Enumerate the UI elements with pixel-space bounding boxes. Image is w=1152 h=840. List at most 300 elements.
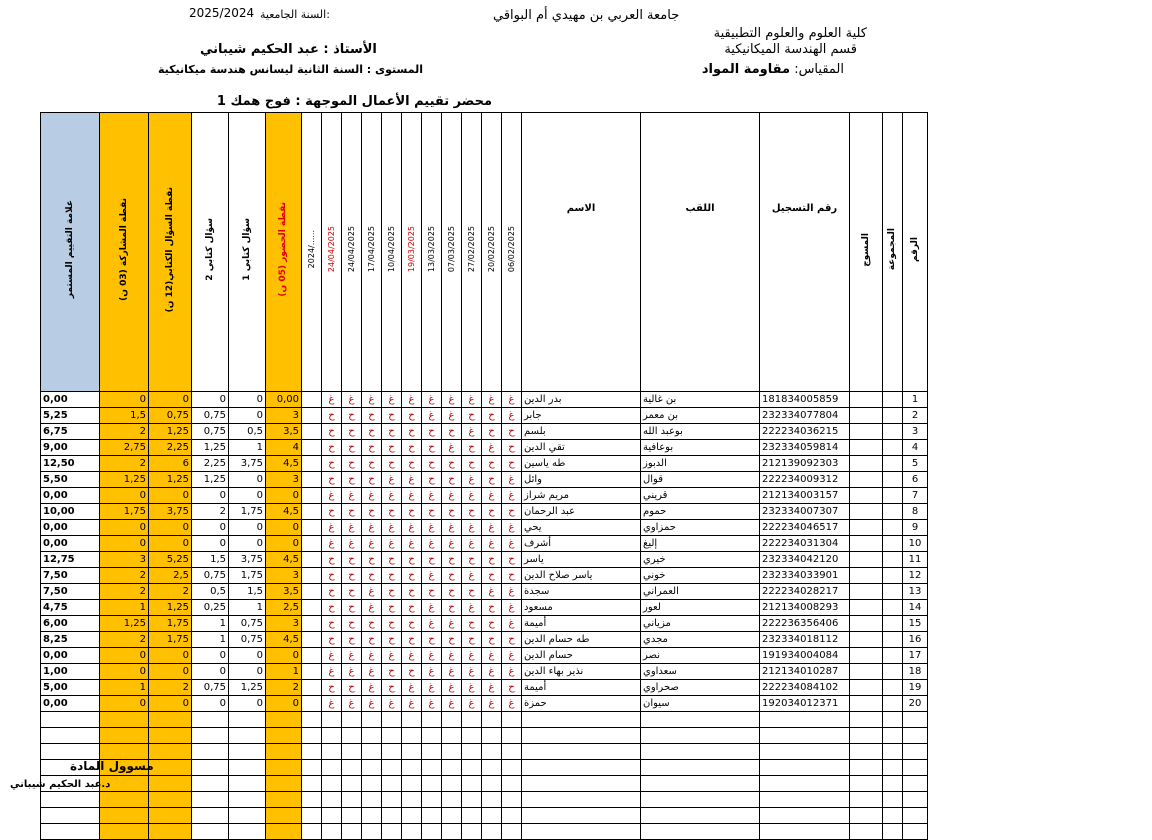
empty-cell bbox=[362, 776, 382, 792]
attendance-mark-cell: غ bbox=[402, 488, 422, 504]
empty-cell bbox=[522, 728, 641, 744]
surname-cell: حموم bbox=[641, 504, 760, 520]
attendance-mark-cell: غ bbox=[382, 520, 402, 536]
final-grade-cell: 7,50 bbox=[41, 568, 100, 584]
attendance-mark-cell: ح bbox=[442, 472, 462, 488]
empty-cell bbox=[266, 792, 302, 808]
empty-cell bbox=[402, 808, 422, 824]
attendance-mark-cell: غ bbox=[322, 648, 342, 664]
attendance-mark-cell: غ bbox=[462, 392, 482, 408]
empty-cell bbox=[422, 824, 442, 840]
attendance-mark-cell: ح bbox=[462, 632, 482, 648]
attendance-mark-cell: ح bbox=[462, 616, 482, 632]
empty-cell bbox=[760, 824, 850, 840]
attendance-mark-cell: غ bbox=[482, 392, 502, 408]
empty-cell bbox=[482, 744, 502, 760]
empty-cell bbox=[382, 744, 402, 760]
empty-cell bbox=[100, 808, 149, 824]
surname-cell: قوال bbox=[641, 472, 760, 488]
empty-cell bbox=[402, 744, 422, 760]
attendance-mark-cell: غ bbox=[482, 520, 502, 536]
date-cell-empty bbox=[302, 472, 322, 488]
attendance-grade-cell: 4,5 bbox=[266, 632, 302, 648]
participation-cell: 0 bbox=[100, 488, 149, 504]
empty-cell bbox=[266, 824, 302, 840]
attendance-mark-cell: ح bbox=[502, 552, 522, 568]
reg-cell: 222234028217 bbox=[760, 584, 850, 600]
attendance-mark-cell: ح bbox=[442, 424, 462, 440]
written-total-cell: 3,75 bbox=[149, 504, 192, 520]
q1-cell: 0 bbox=[229, 536, 266, 552]
group-cell bbox=[883, 520, 903, 536]
written-total-cell: 0 bbox=[149, 520, 192, 536]
empty-cell bbox=[362, 824, 382, 840]
empty-cell bbox=[422, 728, 442, 744]
q1-cell: 1,5 bbox=[229, 584, 266, 600]
attendance-mark-cell: غ bbox=[502, 600, 522, 616]
participation-cell: 1 bbox=[100, 600, 149, 616]
empty-cell bbox=[362, 760, 382, 776]
attendance-mark-cell: غ bbox=[502, 488, 522, 504]
empty-row bbox=[41, 728, 928, 744]
final-grade-cell: 12,50 bbox=[41, 456, 100, 472]
index-cell: 18 bbox=[903, 664, 928, 680]
attendance-mark-cell: غ bbox=[502, 392, 522, 408]
empty-cell bbox=[502, 728, 522, 744]
attendance-mark-cell: ح bbox=[402, 568, 422, 584]
col-date: 17/04/2025 bbox=[362, 113, 382, 392]
empty-cell bbox=[442, 792, 462, 808]
index-cell: 5 bbox=[903, 456, 928, 472]
attendance-mark-cell: ح bbox=[382, 408, 402, 424]
q2-cell: 0,75 bbox=[192, 408, 229, 424]
q2-cell: 0 bbox=[192, 520, 229, 536]
empty-cell bbox=[362, 728, 382, 744]
group-cell bbox=[883, 648, 903, 664]
group-cell bbox=[883, 584, 903, 600]
attendance-mark-cell: ح bbox=[422, 584, 442, 600]
final-grade-cell: 0,00 bbox=[41, 488, 100, 504]
participation-cell: 1,5 bbox=[100, 408, 149, 424]
empty-cell bbox=[502, 712, 522, 728]
empty-cell bbox=[903, 728, 928, 744]
q1-cell: 3,75 bbox=[229, 456, 266, 472]
attendance-mark-cell: ح bbox=[402, 440, 422, 456]
attendance-mark-cell: ح bbox=[322, 568, 342, 584]
group-cell bbox=[883, 424, 903, 440]
empty-cell bbox=[41, 808, 100, 824]
final-grade-cell: 0,00 bbox=[41, 392, 100, 408]
empty-cell bbox=[402, 776, 422, 792]
empty-row bbox=[41, 808, 928, 824]
empty-cell bbox=[362, 744, 382, 760]
attendance-mark-cell: ح bbox=[322, 472, 342, 488]
attendance-mark-cell: غ bbox=[422, 600, 442, 616]
written-total-cell: 1,25 bbox=[149, 472, 192, 488]
attendance-mark-cell: غ bbox=[402, 392, 422, 408]
empty-cell bbox=[100, 728, 149, 744]
empty-cell bbox=[342, 760, 362, 776]
table-row bbox=[41, 440, 928, 456]
q1-cell: 0 bbox=[229, 472, 266, 488]
empty-cell bbox=[442, 760, 462, 776]
final-grade-cell: 5,50 bbox=[41, 472, 100, 488]
attendance-mark-cell: غ bbox=[422, 680, 442, 696]
date-cell-empty bbox=[302, 584, 322, 600]
q2-cell: 0,75 bbox=[192, 424, 229, 440]
written-total-cell: 0 bbox=[149, 392, 192, 408]
reg-cell: 222236356406 bbox=[760, 616, 850, 632]
participation-cell: 0 bbox=[100, 520, 149, 536]
date-cell-empty bbox=[302, 552, 322, 568]
table-row bbox=[41, 680, 928, 696]
empty-cell bbox=[462, 792, 482, 808]
attendance-mark-cell: ح bbox=[382, 424, 402, 440]
attendance-mark-cell: غ bbox=[402, 648, 422, 664]
index-cell: 11 bbox=[903, 552, 928, 568]
attendance-mark-cell: غ bbox=[482, 584, 502, 600]
reg-cell: 222234031304 bbox=[760, 536, 850, 552]
track-cell bbox=[850, 504, 883, 520]
empty-cell bbox=[229, 792, 266, 808]
track-cell bbox=[850, 648, 883, 664]
empty-cell bbox=[402, 792, 422, 808]
attendance-grade-cell: 2 bbox=[266, 680, 302, 696]
attendance-mark-cell: ح bbox=[382, 664, 402, 680]
attendance-mark-cell: غ bbox=[322, 520, 342, 536]
group-cell bbox=[883, 456, 903, 472]
group-cell bbox=[883, 408, 903, 424]
attendance-mark-cell: ح bbox=[462, 504, 482, 520]
final-grade-cell: 5,00 bbox=[41, 680, 100, 696]
attendance-grade-cell: 0 bbox=[266, 520, 302, 536]
name-cell: طه حسام الدين bbox=[522, 632, 641, 648]
attendance-mark-cell: غ bbox=[362, 680, 382, 696]
attendance-mark-cell: ح bbox=[362, 440, 382, 456]
final-grade-cell: 0,00 bbox=[41, 648, 100, 664]
empty-cell bbox=[850, 712, 883, 728]
empty-cell bbox=[322, 728, 342, 744]
reg-cell: 222234046517 bbox=[760, 520, 850, 536]
attendance-mark-cell: غ bbox=[322, 536, 342, 552]
final-grade-cell: 12,75 bbox=[41, 552, 100, 568]
final-grade-cell: 4,75 bbox=[41, 600, 100, 616]
surname-cell: مجدي bbox=[641, 632, 760, 648]
name-cell: سجدة bbox=[522, 584, 641, 600]
attendance-mark-cell: ح bbox=[382, 504, 402, 520]
empty-cell bbox=[266, 744, 302, 760]
header-row bbox=[41, 113, 928, 392]
attendance-mark-cell: ح bbox=[482, 552, 502, 568]
attendance-mark-cell: ح bbox=[362, 472, 382, 488]
attendance-mark-cell: ح bbox=[342, 568, 362, 584]
attendance-mark-cell: غ bbox=[422, 664, 442, 680]
attendance-mark-cell: غ bbox=[482, 680, 502, 696]
date-cell-empty bbox=[302, 456, 322, 472]
empty-cell bbox=[850, 744, 883, 760]
empty-cell bbox=[302, 760, 322, 776]
attendance-mark-cell: ح bbox=[322, 552, 342, 568]
attendance-mark-cell: ح bbox=[462, 440, 482, 456]
empty-cell bbox=[322, 744, 342, 760]
track-cell bbox=[850, 552, 883, 568]
empty-cell bbox=[149, 760, 192, 776]
q1-cell: 0 bbox=[229, 408, 266, 424]
final-grade-cell: 6,75 bbox=[41, 424, 100, 440]
attendance-mark-cell: ح bbox=[342, 504, 362, 520]
attendance-mark-cell: غ bbox=[502, 408, 522, 424]
index-cell: 19 bbox=[903, 680, 928, 696]
group-cell bbox=[883, 664, 903, 680]
empty-cell bbox=[229, 808, 266, 824]
empty-row bbox=[41, 712, 928, 728]
attendance-mark-cell: غ bbox=[342, 696, 362, 712]
track-cell bbox=[850, 696, 883, 712]
attendance-mark-cell: ح bbox=[422, 472, 442, 488]
group-cell bbox=[883, 440, 903, 456]
empty-cell bbox=[382, 808, 402, 824]
participation-cell: 0 bbox=[100, 392, 149, 408]
track-cell bbox=[850, 424, 883, 440]
table-row bbox=[41, 488, 928, 504]
track-cell bbox=[850, 472, 883, 488]
attendance-mark-cell: ح bbox=[502, 424, 522, 440]
attendance-mark-cell: ح bbox=[362, 568, 382, 584]
attendance-mark-cell: ح bbox=[382, 616, 402, 632]
track-cell bbox=[850, 456, 883, 472]
attendance-mark-cell: غ bbox=[322, 488, 342, 504]
attendance-mark-cell: ح bbox=[482, 424, 502, 440]
table-row bbox=[41, 504, 928, 520]
index-cell: 4 bbox=[903, 440, 928, 456]
surname-cell: بوعبد الله bbox=[641, 424, 760, 440]
empty-cell bbox=[192, 824, 229, 840]
written-total-cell: 6 bbox=[149, 456, 192, 472]
attendance-mark-cell: ح bbox=[382, 600, 402, 616]
col-final: علامة التقييم المستمر bbox=[41, 113, 100, 392]
module-value: مقاومة المواد bbox=[701, 62, 791, 77]
track-cell bbox=[850, 440, 883, 456]
attendance-grade-cell: 0,00 bbox=[266, 392, 302, 408]
empty-cell bbox=[903, 760, 928, 776]
participation-cell: 0 bbox=[100, 664, 149, 680]
attendance-mark-cell: ح bbox=[402, 456, 422, 472]
empty-cell bbox=[482, 808, 502, 824]
empty-cell bbox=[322, 712, 342, 728]
empty-cell bbox=[342, 776, 362, 792]
reg-cell: 191934004084 bbox=[760, 648, 850, 664]
empty-cell bbox=[149, 744, 192, 760]
written-total-cell: 1,25 bbox=[149, 424, 192, 440]
date-cell-empty bbox=[302, 408, 322, 424]
attendance-mark-cell: ح bbox=[502, 680, 522, 696]
empty-cell bbox=[302, 728, 322, 744]
attendance-mark-cell: ح bbox=[442, 552, 462, 568]
empty-cell bbox=[302, 792, 322, 808]
reg-cell: 222234084102 bbox=[760, 680, 850, 696]
attendance-mark-cell: غ bbox=[362, 600, 382, 616]
signature-text: د.عبد الحكيم شيباني bbox=[10, 779, 111, 790]
empty-cell bbox=[482, 728, 502, 744]
table-row bbox=[41, 648, 928, 664]
track-cell bbox=[850, 488, 883, 504]
attendance-mark-cell: ح bbox=[402, 424, 422, 440]
empty-cell bbox=[149, 712, 192, 728]
attendance-mark-cell: غ bbox=[502, 616, 522, 632]
empty-cell bbox=[100, 712, 149, 728]
empty-row bbox=[41, 776, 928, 792]
attendance-mark-cell: غ bbox=[362, 648, 382, 664]
attendance-mark-cell: ح bbox=[502, 632, 522, 648]
empty-cell bbox=[883, 776, 903, 792]
attendance-mark-cell: ح bbox=[422, 456, 442, 472]
attendance-mark-cell: ح bbox=[362, 552, 382, 568]
group-cell bbox=[883, 392, 903, 408]
empty-cell bbox=[462, 760, 482, 776]
attendance-grade-cell: 3,5 bbox=[266, 584, 302, 600]
attendance-mark-cell: ح bbox=[362, 616, 382, 632]
attendance-mark-cell: غ bbox=[382, 488, 402, 504]
attendance-grade-cell: 3 bbox=[266, 616, 302, 632]
attendance-mark-cell: غ bbox=[342, 520, 362, 536]
final-grade-cell: 8,25 bbox=[41, 632, 100, 648]
attendance-mark-cell: غ bbox=[442, 696, 462, 712]
attendance-mark-cell: ح bbox=[342, 616, 362, 632]
final-grade-cell: 9,00 bbox=[41, 440, 100, 456]
attendance-mark-cell: غ bbox=[462, 472, 482, 488]
written-total-cell: 2 bbox=[149, 680, 192, 696]
empty-cell bbox=[322, 760, 342, 776]
attendance-mark-cell: ح bbox=[482, 600, 502, 616]
q1-cell: 1 bbox=[229, 600, 266, 616]
date-cell-empty bbox=[302, 424, 322, 440]
empty-cell bbox=[41, 712, 100, 728]
attendance-mark-cell: ح bbox=[362, 632, 382, 648]
module-line bbox=[701, 62, 844, 77]
attendance-mark-cell: غ bbox=[462, 648, 482, 664]
empty-cell bbox=[422, 744, 442, 760]
empty-cell bbox=[192, 776, 229, 792]
date-cell-empty bbox=[302, 632, 322, 648]
name-cell: بلسم bbox=[522, 424, 641, 440]
final-grade-cell: 10,00 bbox=[41, 504, 100, 520]
attendance-mark-cell: ح bbox=[442, 568, 462, 584]
attendance-mark-cell: غ bbox=[482, 440, 502, 456]
attendance-mark-cell: غ bbox=[422, 520, 442, 536]
empty-cell bbox=[382, 776, 402, 792]
empty-cell bbox=[522, 760, 641, 776]
q1-cell: 0,75 bbox=[229, 632, 266, 648]
attendance-mark-cell: غ bbox=[462, 664, 482, 680]
empty-cell bbox=[442, 776, 462, 792]
q2-cell: 1,25 bbox=[192, 440, 229, 456]
empty-cell bbox=[482, 824, 502, 840]
final-grade-cell: 0,00 bbox=[41, 520, 100, 536]
participation-cell: 2 bbox=[100, 584, 149, 600]
attendance-mark-cell: غ bbox=[402, 680, 422, 696]
attendance-mark-cell: ح bbox=[342, 552, 362, 568]
empty-cell bbox=[41, 728, 100, 744]
written-total-cell: 2,5 bbox=[149, 568, 192, 584]
level-text: المستوى : السنة الثانية ليسانس هندسة ميكانيكية bbox=[158, 63, 423, 76]
reg-cell: 232334059814 bbox=[760, 440, 850, 456]
empty-cell bbox=[342, 712, 362, 728]
final-grade-cell: 5,25 bbox=[41, 408, 100, 424]
index-cell: 3 bbox=[903, 424, 928, 440]
attendance-mark-cell: غ bbox=[362, 664, 382, 680]
attendance-grade-cell: 4 bbox=[266, 440, 302, 456]
attendance-mark-cell: ح bbox=[482, 408, 502, 424]
empty-cell bbox=[149, 824, 192, 840]
attendance-mark-cell: ح bbox=[402, 584, 422, 600]
reg-cell: 212134010287 bbox=[760, 664, 850, 680]
track-cell bbox=[850, 632, 883, 648]
attendance-mark-cell: ح bbox=[342, 456, 362, 472]
surname-cell: الدبوز bbox=[641, 456, 760, 472]
attendance-grade-cell: 0 bbox=[266, 536, 302, 552]
empty-cell bbox=[883, 824, 903, 840]
empty-cell bbox=[342, 824, 362, 840]
table-row bbox=[41, 632, 928, 648]
empty-cell bbox=[229, 744, 266, 760]
attendance-mark-cell: ح bbox=[322, 408, 342, 424]
sheet-title: محضر تقييم الأعمال الموجهة : فوج همك 1 bbox=[216, 94, 492, 109]
attendance-mark-cell: غ bbox=[362, 520, 382, 536]
col-group: المجموعة bbox=[883, 113, 903, 392]
attendance-mark-cell: ح bbox=[382, 440, 402, 456]
track-cell bbox=[850, 680, 883, 696]
written-total-cell: 1,25 bbox=[149, 600, 192, 616]
surname-cell: بن معمر bbox=[641, 408, 760, 424]
department-name: قسم الهندسة الميكانيكية bbox=[724, 42, 857, 57]
attendance-mark-cell: ح bbox=[382, 680, 402, 696]
empty-cell bbox=[382, 760, 402, 776]
attendance-mark-cell: ح bbox=[482, 472, 502, 488]
attendance-mark-cell: غ bbox=[322, 664, 342, 680]
attendance-mark-cell: ح bbox=[482, 504, 502, 520]
empty-cell bbox=[192, 712, 229, 728]
name-cell: أشرف bbox=[522, 536, 641, 552]
attendance-mark-cell: غ bbox=[442, 536, 462, 552]
attendance-mark-cell: ح bbox=[402, 408, 422, 424]
attendance-mark-cell: ح bbox=[442, 632, 462, 648]
written-total-cell: 0 bbox=[149, 488, 192, 504]
empty-cell bbox=[266, 776, 302, 792]
name-cell: بدر الدين bbox=[522, 392, 641, 408]
reg-cell: 212134003157 bbox=[760, 488, 850, 504]
participation-cell: 0 bbox=[100, 536, 149, 552]
table-row bbox=[41, 520, 928, 536]
empty-cell bbox=[850, 824, 883, 840]
group-cell bbox=[883, 696, 903, 712]
empty-cell bbox=[903, 776, 928, 792]
attendance-mark-cell: ح bbox=[322, 584, 342, 600]
empty-cell bbox=[322, 792, 342, 808]
reg-cell: 212134008293 bbox=[760, 600, 850, 616]
group-cell bbox=[883, 472, 903, 488]
attendance-mark-cell: ح bbox=[502, 440, 522, 456]
col-index: الرقم bbox=[903, 113, 928, 392]
attendance-mark-cell: غ bbox=[462, 568, 482, 584]
empty-cell bbox=[522, 712, 641, 728]
attendance-grade-cell: 0 bbox=[266, 648, 302, 664]
attendance-mark-cell: ح bbox=[342, 600, 362, 616]
participation-cell: 2 bbox=[100, 568, 149, 584]
written-total-cell: 0 bbox=[149, 696, 192, 712]
reg-cell: 232334033901 bbox=[760, 568, 850, 584]
empty-cell bbox=[903, 712, 928, 728]
attendance-mark-cell: غ bbox=[442, 648, 462, 664]
